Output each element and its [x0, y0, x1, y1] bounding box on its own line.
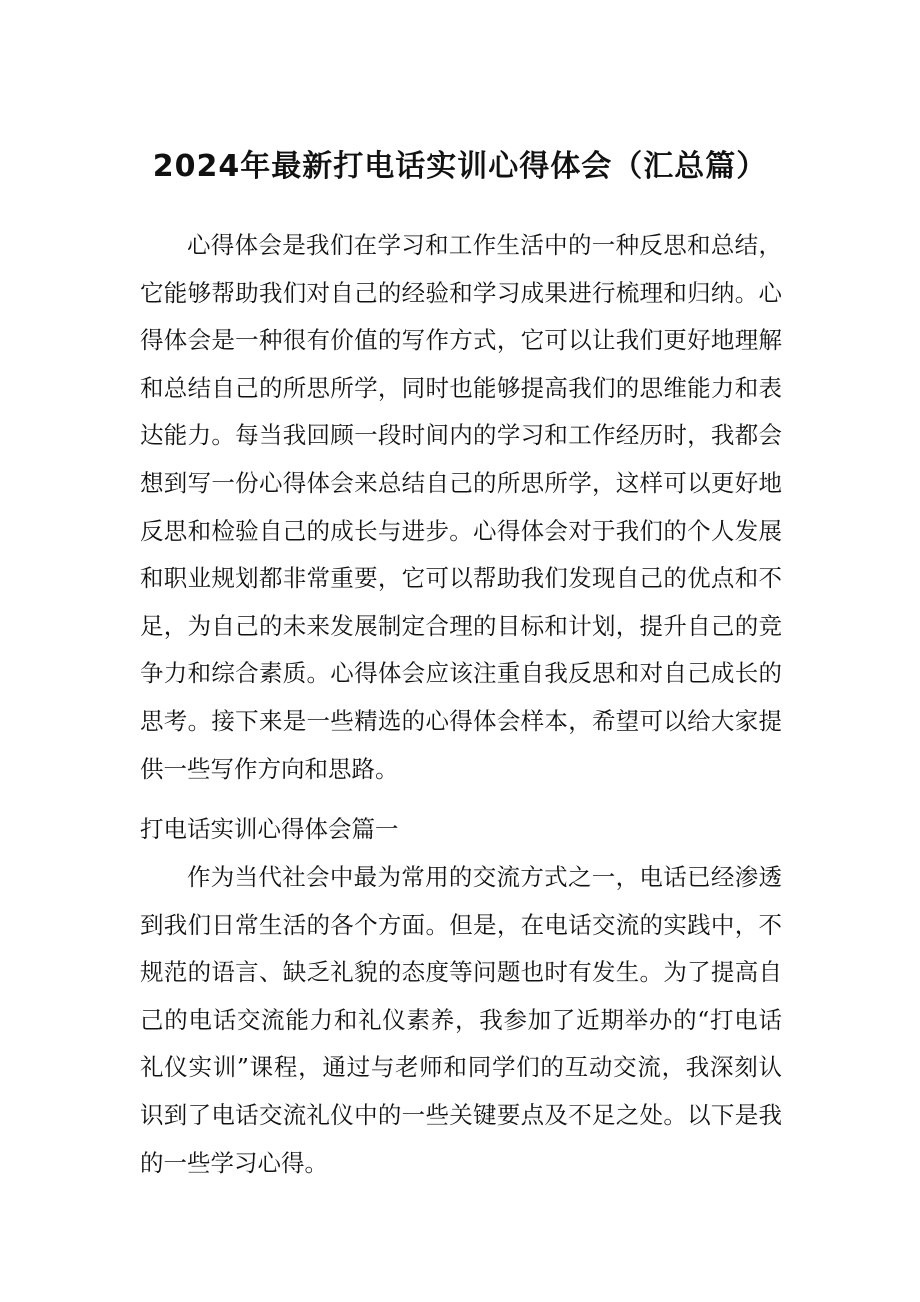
section-heading: 打电话实训心得体会篇一 — [140, 815, 399, 843]
document-title: 2024年最新打电话实训心得体会（汇总篇） — [152, 149, 768, 184]
intro-paragraph: 心得体会是我们在学习和工作生活中的一种反思和总结，它能够帮助我们对自己的经验和学习成果进行梳理和归纳。心得体会是一种很有价值的写作方式，它可以让我们更好地理解和总结自己的所思所学，同时也能够提高我们的思维能力和表达能力。每当我回顾一段时间内的学习和工作经历时，我都会想到写一份心得体会来总结自己的所思所学，这样可以更好地反思和检验自己的成长与进步。心得体会对于我们的个人发展和职业规划都非常重要，它可以帮助我们发现自己的优点和不足，为自己的未来发展制定合理的目标和计划，提升自己的竞争力和综合素质。心得体会应该注重自我反思和对自己成长的思考。接下来是一些精选的心得体会样本，希望可以给大家提供一些写作方向和思路。 — [140, 231, 782, 783]
section-paragraph: 作为当代社会中最为常用的交流方式之一，电话已经渗透到我们日常生活的各个方面。但是，在电话交流的实践中，不规范的语言、缺乏礼貌的态度等问题也时有发生。为了提高自己的电话交流能力和礼仪素养，我参加了近期举办的“打电话礼仪实训”课程，通过与老师和同学们的互动交流，我深刻认识到了电话交流礼仪中的一些关键要点及不足之处。以下是我的一些学习心得。 — [140, 863, 782, 1177]
